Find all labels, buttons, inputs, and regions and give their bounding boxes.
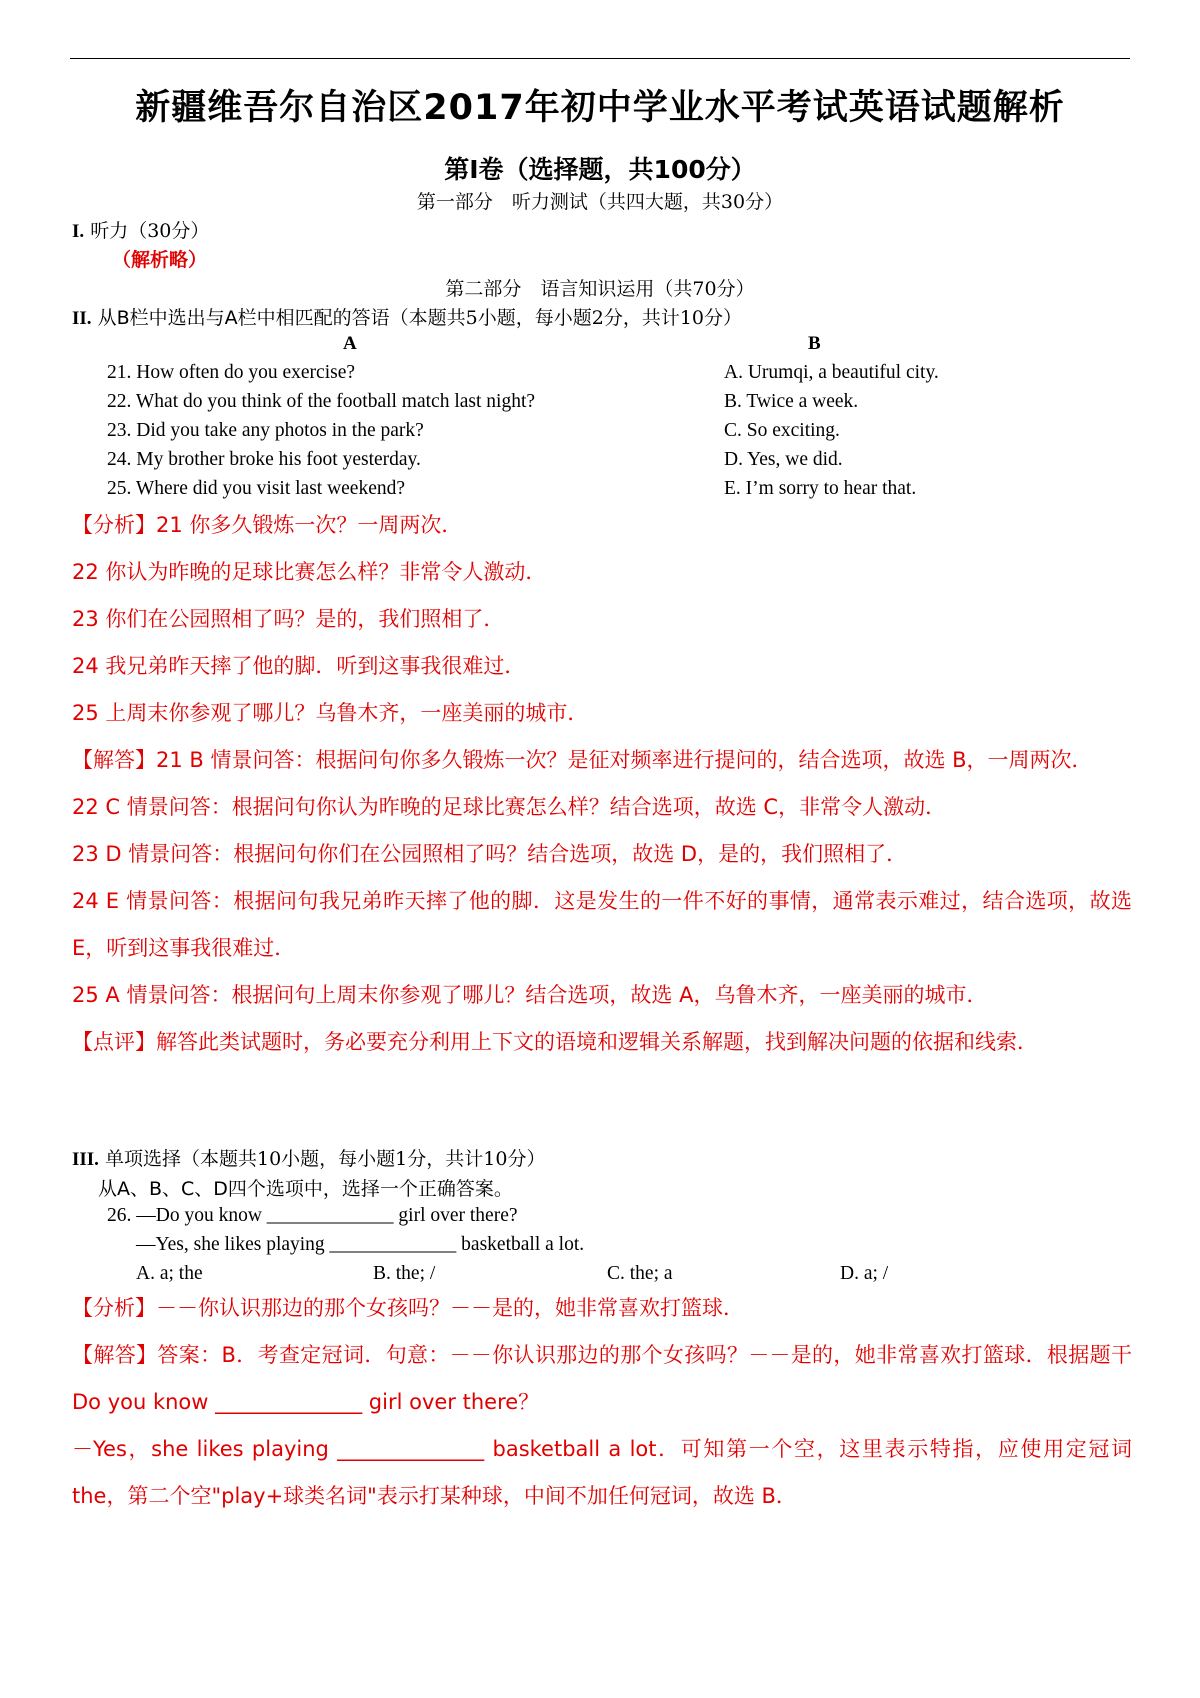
page-title: 新疆维吾尔自治区2017年初中学业水平考试英语试题解析 [135, 88, 1065, 128]
q26-line2: —Yes, she likes playing _____________ basketball a lot. [136, 1234, 585, 1255]
explanation-line: 【解答】21 B 情景问答：根据问句你多久锻炼一次？是征对频率进行提问的，结合选项，故选 B，一周两次． [72, 748, 1093, 772]
match-question: 23. Did you take any photos in the park? [107, 420, 424, 441]
section1-note: （30分） [128, 220, 210, 242]
match-question: 25. Where did you visit last weekend? [107, 478, 406, 499]
section1-name: 听力 [90, 220, 129, 242]
q26-option-c: C. the; a [607, 1263, 673, 1284]
section3-note: （本题共10小题，每小题1分，共计10分） [181, 1148, 546, 1170]
explanation-line: 【分析】－－你认识那边的那个女孩吗？－－是的，她非常喜欢打篮球． [72, 1296, 744, 1320]
section2-note: （本题共5小题，每小题2分，共计10分） [389, 307, 742, 329]
explanation-line: 25 上周末你参观了哪儿？乌鲁木齐，一座美丽的城市． [72, 701, 589, 725]
explanation-line: 【分析】21 你多久锻炼一次？一周两次． [72, 513, 463, 537]
explanation-line: 24 我兄弟昨天摔了他的脚．听到这事我很难过． [72, 654, 526, 678]
q26-option-d: D. a; / [840, 1263, 889, 1284]
section1-heading [72, 216, 209, 243]
part2-heading: 第二部分 语言知识运用（共70分） [445, 278, 755, 300]
section2-explanation [72, 502, 1132, 1066]
match-answer: C. So exciting. [724, 420, 840, 441]
explanation-line: 23 你们在公园照相了吗？是的，我们照相了． [72, 607, 505, 631]
section3-number: III. [72, 1149, 99, 1170]
paper-subtitle: 第Ⅰ卷（选择题，共100分） [444, 155, 756, 184]
q26-line1: 26. —Do you know _____________ girl over there? [107, 1205, 518, 1226]
match-question: 24. My brother broke his foot yesterday. [107, 449, 421, 470]
match-answer: B. Twice a week. [724, 391, 859, 412]
header-rule [70, 58, 1130, 59]
match-answer: D. Yes, we did. [724, 449, 843, 470]
section3-name: 单项选择 [104, 1148, 181, 1170]
explanation-line: 24 E 情景问答：根据问句我兄弟昨天摔了他的脚．这是发生的一件不好的事情，通常表示难过，结合选项，故选 E，听到这事我很难过． [72, 889, 1132, 960]
explanation-line: －Yes，she likes playing ______________ basketball a lot．可知第一个空，这里表示特指，应使用定冠词 the，第二个空"play+球类名词"表示打某种球，中间不加任何冠词，故选 B． [72, 1437, 1132, 1508]
section1-number: I. [72, 221, 85, 242]
match-answer: A. Urumqi, a beautiful city. [724, 362, 939, 383]
section3-instruction: 从A、B、C、D四个选项中，选择一个正确答案。 [98, 1178, 513, 1200]
match-question: 22. What do you think of the football match last night? [107, 391, 536, 412]
column-a-header: A [343, 333, 357, 354]
section3-heading [72, 1144, 545, 1171]
column-b-header: B [808, 333, 821, 354]
part1-heading: 第一部分 听力测试（共四大题，共30分） [416, 191, 784, 213]
explanation-line: 25 A 情景问答：根据问句上周末你参观了哪儿？结合选项，故选 A，乌鲁木齐，一座美丽的城市． [72, 983, 988, 1007]
q26-option-a: A. a; the [136, 1263, 203, 1284]
section2-number: II. [72, 308, 92, 329]
section3-explanation [72, 1285, 1132, 1520]
section1-analysis-skipped: （解析略） [112, 249, 208, 271]
explanation-line: 22 C 情景问答：根据问句你认为昨晚的足球比赛怎么样？结合选项，故选 C，非常令人激动． [72, 795, 947, 819]
section2-heading [72, 303, 742, 330]
explanation-line: 【解答】答案：B．考查定冠词．句意：－－你认识那边的那个女孩吗？－－是的，她非常喜欢打篮球．根据题干 Do you know ______________ girl over there？ [72, 1343, 1132, 1414]
explanation-line: 【点评】解答此类试题时，务必要充分利用上下文的语境和逻辑关系解题，找到解决问题的依据和线索． [72, 1030, 1038, 1054]
match-answer: E. I’m sorry to hear that. [724, 478, 917, 499]
match-question: 21. How often do you exercise? [107, 362, 356, 383]
explanation-line: 22 你认为昨晚的足球比赛怎么样？非常令人激动． [72, 560, 547, 584]
q26-option-b: B. the; / [373, 1263, 436, 1284]
section2-name: 从B栏中选出与A栏中相匹配的答语 [97, 307, 390, 329]
explanation-line: 23 D 情景问答：根据问句你们在公园照相了吗？结合选项，故选 D，是的，我们照相了． [72, 842, 908, 866]
